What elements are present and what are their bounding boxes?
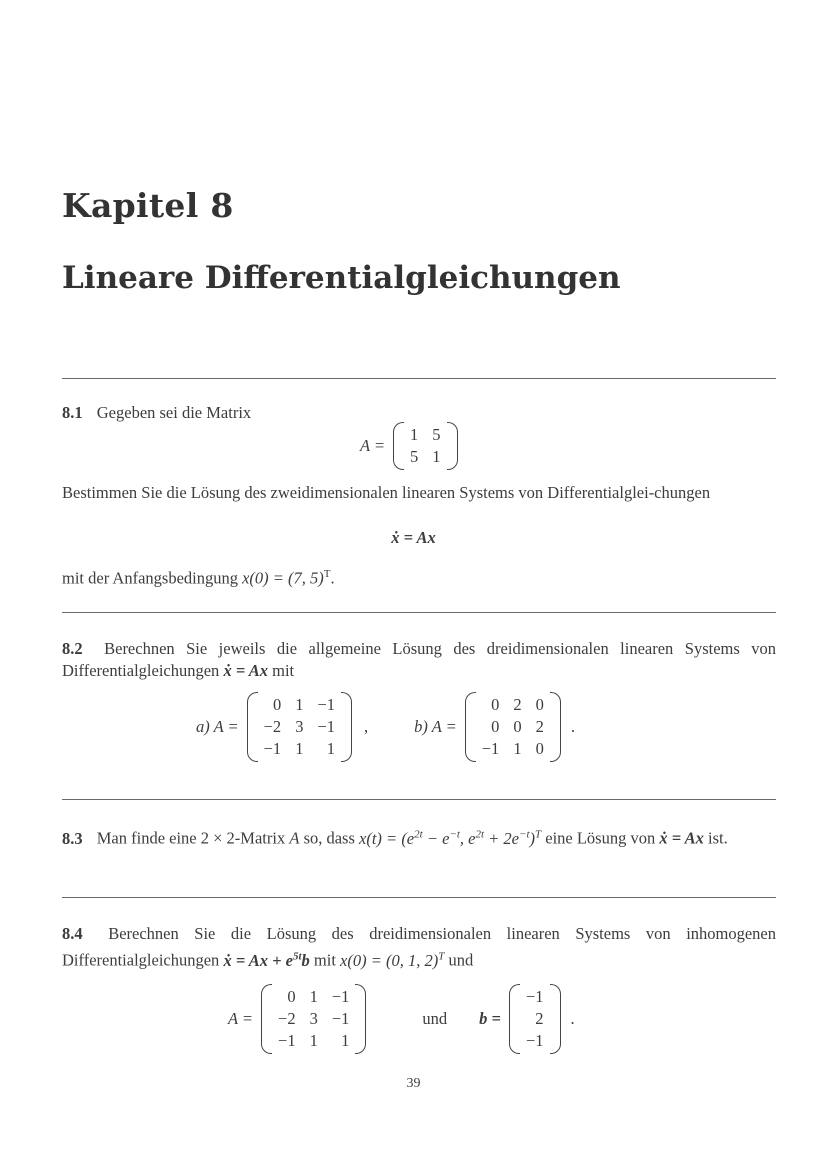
right-paren bbox=[355, 984, 366, 1054]
problem-text-end: mit bbox=[272, 661, 295, 680]
problem-text: ist. bbox=[708, 828, 728, 848]
right-paren bbox=[447, 422, 458, 470]
vector-label-b: b = bbox=[479, 1009, 501, 1028]
matrix-cell: 2 bbox=[535, 717, 544, 736]
equation: ẋ = $Ax + e^{5t}b$ bbox=[223, 950, 310, 970]
problem-text: mit bbox=[313, 950, 336, 970]
matrix-cell: 3 bbox=[295, 717, 304, 736]
matrix-b bbox=[465, 692, 561, 762]
matrix-cell: −1 bbox=[331, 987, 350, 1006]
vector-b bbox=[509, 984, 561, 1054]
divider bbox=[62, 612, 776, 613]
matrix-label-b: b) A = bbox=[414, 717, 457, 736]
matrix-cell: −2 bbox=[278, 1009, 296, 1028]
matrix-cell: 0 bbox=[287, 987, 296, 1006]
matrix-cell: 0 bbox=[491, 717, 500, 736]
matrix-cell: −1 bbox=[525, 1031, 544, 1050]
period: . bbox=[570, 1009, 575, 1028]
matrix-cell: 0 bbox=[491, 695, 500, 714]
matrix-cell: 1 bbox=[326, 739, 335, 758]
matrix-cell: 2 bbox=[513, 695, 522, 714]
problem-8-1-intro bbox=[62, 402, 776, 424]
problem-8-1-equation bbox=[0, 527, 827, 549]
matrix-cell: 1 bbox=[513, 739, 522, 758]
condition-math: x(0) = (7, 5) bbox=[242, 568, 324, 588]
equation: ẋ = Ax bbox=[223, 661, 268, 680]
divider bbox=[62, 378, 776, 379]
matrix-cell: 1 bbox=[432, 447, 441, 466]
matrix-cell: 5 bbox=[432, 425, 441, 444]
matrix-cell: −1 bbox=[331, 1009, 350, 1028]
problem-text: Berechnen Sie jeweils die allgemeine Lösung des dreidimensionalen linearen Systems von Differentialgleichungen bbox=[62, 639, 776, 680]
matrix-A bbox=[393, 422, 458, 470]
condition-end: . bbox=[330, 568, 335, 588]
problem-text: Gegeben sei die Matrix bbox=[96, 403, 252, 422]
problem-8-1-matrix-display bbox=[360, 422, 458, 470]
matrix-a bbox=[247, 692, 352, 762]
matrix-cell: 3 bbox=[309, 1009, 318, 1028]
problem-8-3-text bbox=[62, 823, 776, 850]
matrix-cell: −1 bbox=[481, 739, 500, 758]
left-paren bbox=[393, 422, 404, 470]
matrix-cell: 1 bbox=[309, 987, 318, 1006]
solution-formula: $x(t) = (e^{2t} - e^{-t}$, $e^{2t} + 2e^{-t})^T$ bbox=[359, 828, 542, 848]
matrix-label-a: a) A = bbox=[196, 717, 239, 736]
problem-number: 8.1 bbox=[62, 403, 83, 422]
problem-8-2-matrices bbox=[196, 692, 575, 762]
chapter-subtitle: Lineare Differentialgleichungen bbox=[62, 260, 621, 296]
problem-text: und bbox=[448, 950, 474, 970]
problem-number: 8.3 bbox=[62, 828, 83, 848]
problem-number: 8.4 bbox=[62, 924, 83, 943]
vector-cells bbox=[520, 984, 550, 1054]
matrix-cell: −1 bbox=[278, 1031, 296, 1050]
matrix-cell: 1 bbox=[295, 695, 304, 714]
left-paren bbox=[465, 692, 476, 762]
matrix-cell: 2 bbox=[535, 1009, 544, 1028]
left-paren bbox=[261, 984, 272, 1054]
matrix-cell: −1 bbox=[317, 695, 335, 714]
page-number: 39 bbox=[406, 1076, 421, 1091]
right-paren bbox=[341, 692, 352, 762]
condition-prefix: mit der Anfangsbedingung bbox=[62, 568, 238, 588]
problem-8-4-matrices bbox=[228, 984, 575, 1054]
matrix-cell: 0 bbox=[513, 717, 522, 736]
matrix-cell: 0 bbox=[535, 739, 544, 758]
matrix-cells bbox=[272, 984, 355, 1054]
matrix-cell: 1 bbox=[295, 739, 304, 758]
divider bbox=[62, 897, 776, 898]
matrix-cell: −1 bbox=[525, 987, 544, 1006]
matrix-cell: −1 bbox=[263, 739, 282, 758]
left-paren bbox=[247, 692, 258, 762]
matrix-symbol: A bbox=[289, 828, 300, 848]
problem-text: Man finde eine 2 × 2-Matrix bbox=[96, 828, 286, 848]
und-label: und bbox=[422, 1009, 448, 1028]
matrix-label: A = bbox=[360, 436, 386, 455]
left-paren bbox=[509, 984, 520, 1054]
right-paren bbox=[550, 984, 561, 1054]
problem-8-4-text bbox=[62, 923, 776, 972]
problem-text: so, dass bbox=[303, 828, 355, 848]
matrix-cell: 0 bbox=[272, 695, 282, 714]
divider bbox=[62, 799, 776, 800]
matrix-cell: 1 bbox=[309, 1031, 318, 1050]
problem-8-2-text bbox=[62, 638, 776, 682]
matrix-cells bbox=[404, 422, 447, 470]
problem-8-1-text: Bestimmen Sie die Lösung des zweidimensionalen linearen Systems von Differentialglei-chungen bbox=[62, 483, 711, 502]
equation: ẋ = Ax bbox=[391, 528, 436, 547]
chapter-title: Kapitel 8 bbox=[62, 186, 234, 225]
problem-text: eine Lösung von bbox=[545, 828, 656, 848]
transpose-sup: T bbox=[323, 568, 331, 580]
right-paren bbox=[550, 692, 561, 762]
matrix-cell: −1 bbox=[317, 717, 335, 736]
initial-condition: x(0) = (0, 1, 2)$^T$ bbox=[340, 950, 445, 970]
problem-8-1-condition bbox=[62, 563, 776, 590]
comma: , bbox=[364, 717, 369, 736]
matrix-cells bbox=[258, 692, 341, 762]
matrix-cell: −2 bbox=[263, 717, 282, 736]
problem-text: Berechnen Sie die Lösung des dreidimensionalen linearen Systems von inhomogenen Differentialgleichungen bbox=[62, 924, 777, 970]
matrix-cells bbox=[476, 692, 550, 762]
problem-number: 8.2 bbox=[62, 639, 83, 658]
equation: ẋ = Ax bbox=[659, 828, 704, 848]
matrix-cell: 1 bbox=[410, 425, 419, 444]
matrix-a bbox=[261, 984, 366, 1054]
matrix-label-a: A = bbox=[228, 1009, 254, 1028]
matrix-cell: 5 bbox=[410, 447, 419, 466]
period: . bbox=[570, 717, 575, 736]
matrix-cell: 1 bbox=[341, 1031, 350, 1050]
matrix-cell: 0 bbox=[535, 695, 544, 714]
